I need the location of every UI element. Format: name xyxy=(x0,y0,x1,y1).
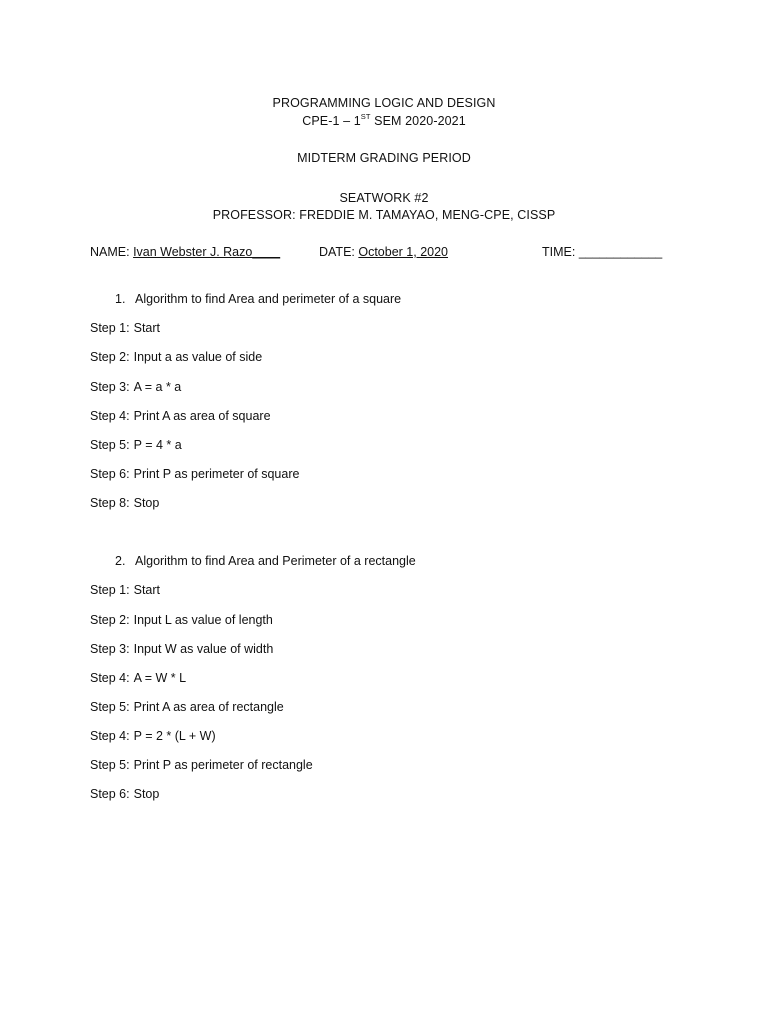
step-label: Step 2: xyxy=(90,350,130,364)
step-line xyxy=(90,320,160,336)
step-line xyxy=(90,612,273,628)
step-label: Step 6: xyxy=(90,467,130,481)
question-number: 1. xyxy=(115,292,126,306)
step-text: Print A as area of rectangle xyxy=(133,700,284,714)
date-value: October 1, 2020 xyxy=(358,245,449,259)
step-line xyxy=(90,670,186,686)
step-text: Print P as perimeter of square xyxy=(133,467,300,481)
time-label: TIME: xyxy=(542,245,579,259)
step-text: A = W * L xyxy=(133,671,187,685)
section-suffix: SEM 2020-2021 xyxy=(370,114,466,128)
step-label: Step 3: xyxy=(90,642,130,656)
grading-period: MIDTERM GRADING PERIOD xyxy=(297,151,471,165)
time-value: ____________ xyxy=(578,245,663,259)
section-prefix: CPE-1 – 1 xyxy=(302,114,361,128)
step-text: Start xyxy=(133,321,161,335)
step-text: Stop xyxy=(133,496,160,510)
step-label: Step 4: xyxy=(90,671,130,685)
question-2-heading xyxy=(115,553,416,569)
step-line xyxy=(90,786,159,802)
question-number: 2. xyxy=(115,554,126,568)
date-field xyxy=(319,244,448,260)
step-text: Stop xyxy=(133,787,160,801)
step-text: Input a as value of side xyxy=(133,350,263,364)
step-line xyxy=(90,379,181,395)
step-label: Step 8: xyxy=(90,496,130,510)
step-label: Step 1: xyxy=(90,321,130,335)
name-label: NAME: xyxy=(90,245,134,259)
name-value: Ivan Webster J. Razo____ xyxy=(133,245,281,259)
step-text: P = 4 * a xyxy=(133,438,182,452)
name-field xyxy=(90,244,280,260)
step-text: Print A as area of square xyxy=(133,409,271,423)
step-text: Start xyxy=(133,583,161,597)
step-line xyxy=(90,699,284,715)
step-label: Step 3: xyxy=(90,380,130,394)
time-field xyxy=(542,244,662,260)
step-label: Step 5: xyxy=(90,438,130,452)
step-line xyxy=(90,641,273,657)
activity-title: SEATWORK #2 xyxy=(339,191,429,205)
step-line xyxy=(90,408,271,424)
step-text: Input W as value of width xyxy=(133,642,274,656)
course-section xyxy=(0,113,768,129)
step-line xyxy=(90,495,159,511)
step-label: Step 6: xyxy=(90,787,130,801)
step-line xyxy=(90,728,216,744)
step-text: P = 2 * (L + W) xyxy=(133,729,216,743)
step-line xyxy=(90,466,299,482)
section-superscript: ST xyxy=(360,111,371,121)
question-1-heading xyxy=(115,291,401,307)
step-text: Print P as perimeter of rectangle xyxy=(133,758,313,772)
step-line xyxy=(90,582,160,598)
step-label: Step 4: xyxy=(90,729,130,743)
step-label: Step 5: xyxy=(90,758,130,772)
step-label: Step 5: xyxy=(90,700,130,714)
step-line xyxy=(90,437,182,453)
step-line xyxy=(90,349,262,365)
step-label: Step 4: xyxy=(90,409,130,423)
question-title: Algorithm to find Area and Perimeter of a rectangle xyxy=(135,554,416,568)
professor-line: PROFESSOR: FREDDIE M. TAMAYAO, MENG-CPE, CISSP xyxy=(212,208,556,222)
step-label: Step 1: xyxy=(90,583,130,597)
step-text: Input L as value of length xyxy=(133,613,273,627)
question-title: Algorithm to find Area and perimeter of a square xyxy=(135,292,402,306)
step-label: Step 2: xyxy=(90,613,130,627)
course-title: PROGRAMMING LOGIC AND DESIGN xyxy=(272,96,496,110)
date-label: DATE: xyxy=(319,245,359,259)
step-line xyxy=(90,757,313,773)
step-text: A = a * a xyxy=(133,380,182,394)
